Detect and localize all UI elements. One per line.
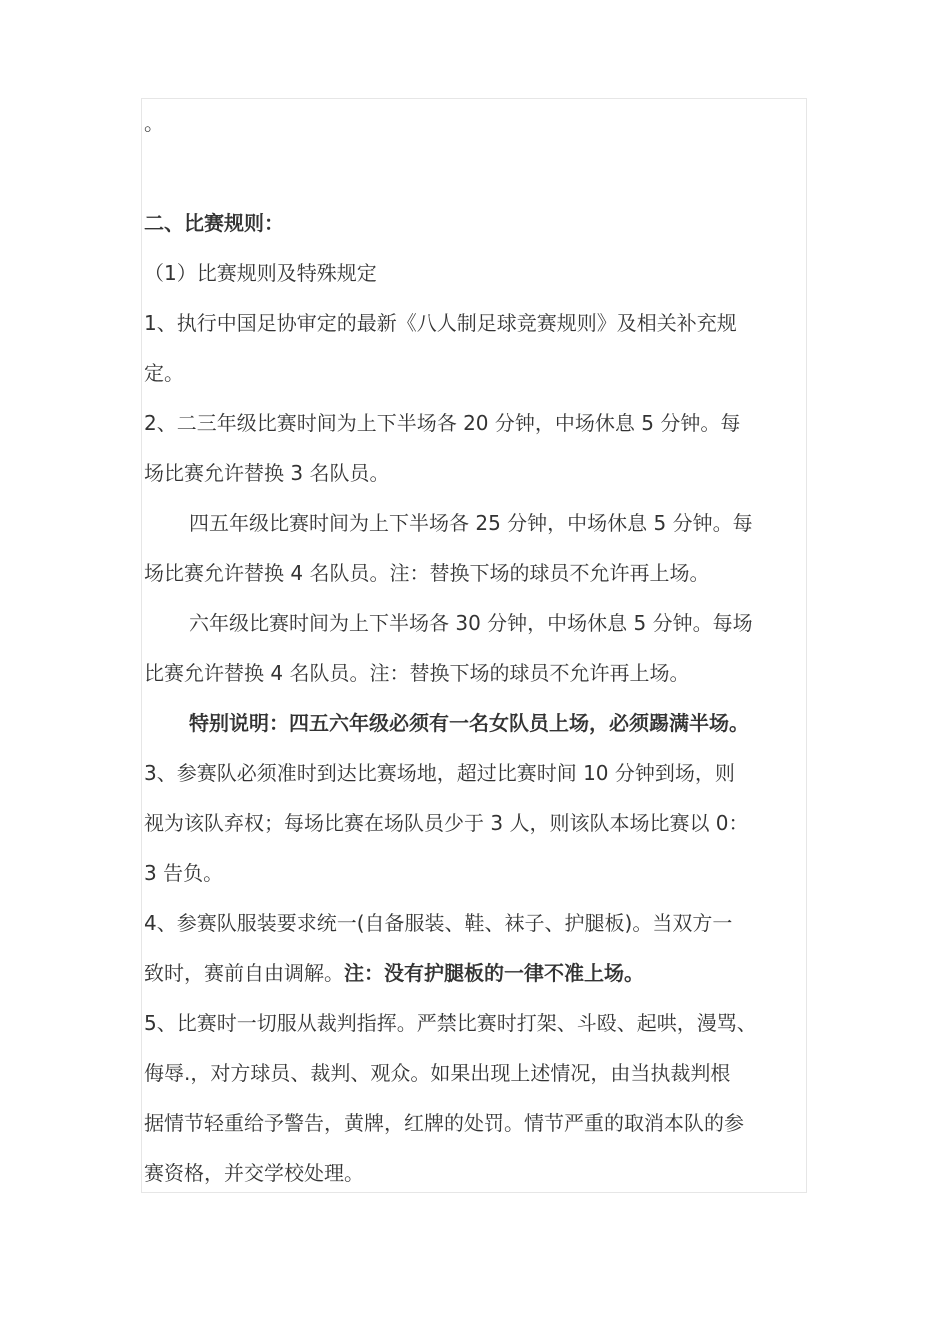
rule-2-line-2: 场比赛允许替换 3 名队员。 xyxy=(144,461,390,485)
rule-1-line-1: 1、执行中国足协审定的最新《八人制足球竞赛规则》及相关补充规 xyxy=(144,311,737,335)
rule-4-line-2 xyxy=(144,948,824,998)
special-note: 特别说明：四五六年级必须有一名女队员上场，必须踢满半场。 xyxy=(189,711,749,735)
rule-2-line-5: 六年级比赛时间为上下半场各 30 分钟，中场休息 5 分钟。每场 xyxy=(189,611,753,635)
rule-2-line-4: 场比赛允许替换 4 名队员。注：替换下场的球员不允许再上场。 xyxy=(144,561,710,585)
leading-punctuation: 。 xyxy=(144,111,164,135)
rule-2-line-3: 四五年级比赛时间为上下半场各 25 分钟，中场休息 5 分钟。每 xyxy=(189,511,753,535)
document-body xyxy=(144,98,824,1198)
rule-3-line-2: 视为该队弃权；每场比赛在场队员少于 3 人，则该队本场比赛以 0： xyxy=(144,811,749,835)
rule-2-line-1: 2、二三年级比赛时间为上下半场各 20 分钟，中场休息 5 分钟。每 xyxy=(144,411,741,435)
rule-5-line-2: 侮辱.，对方球员、裁判、观众。如果出现上述情况，由当执裁判根 xyxy=(144,1061,731,1085)
subsection-title: （1）比赛规则及特殊规定 xyxy=(144,261,377,285)
rule-3-line-3: 3 告负。 xyxy=(144,861,224,885)
rule-5-line-4: 赛资格，并交学校处理。 xyxy=(144,1161,364,1185)
rule-5-line-3: 据情节轻重给予警告，黄牌，红牌的处罚。情节严重的取消本队的参 xyxy=(144,1111,744,1135)
rule-4-line-2-bold: 注：没有护腿板的一律不准上场。 xyxy=(344,961,644,985)
rule-4-line-1: 4、参赛队服装要求统一(自备服装、鞋、袜子、护腿板)。当双方一 xyxy=(144,911,733,935)
rule-3-line-1: 3、参赛队必须准时到达比赛场地，超过比赛时间 10 分钟到场，则 xyxy=(144,761,735,785)
blank-spacer xyxy=(144,148,824,198)
section-title: 二、比赛规则： xyxy=(144,211,284,235)
rule-4-line-2-normal: 致时，赛前自由调解。 xyxy=(144,961,344,985)
rule-5-line-1: 5、比赛时一切服从裁判指挥。严禁比赛时打架、斗殴、起哄，漫骂、 xyxy=(144,1011,757,1035)
rule-1-line-2: 定。 xyxy=(144,361,184,385)
rule-2-line-6: 比赛允许替换 4 名队员。注：替换下场的球员不允许再上场。 xyxy=(144,661,690,685)
